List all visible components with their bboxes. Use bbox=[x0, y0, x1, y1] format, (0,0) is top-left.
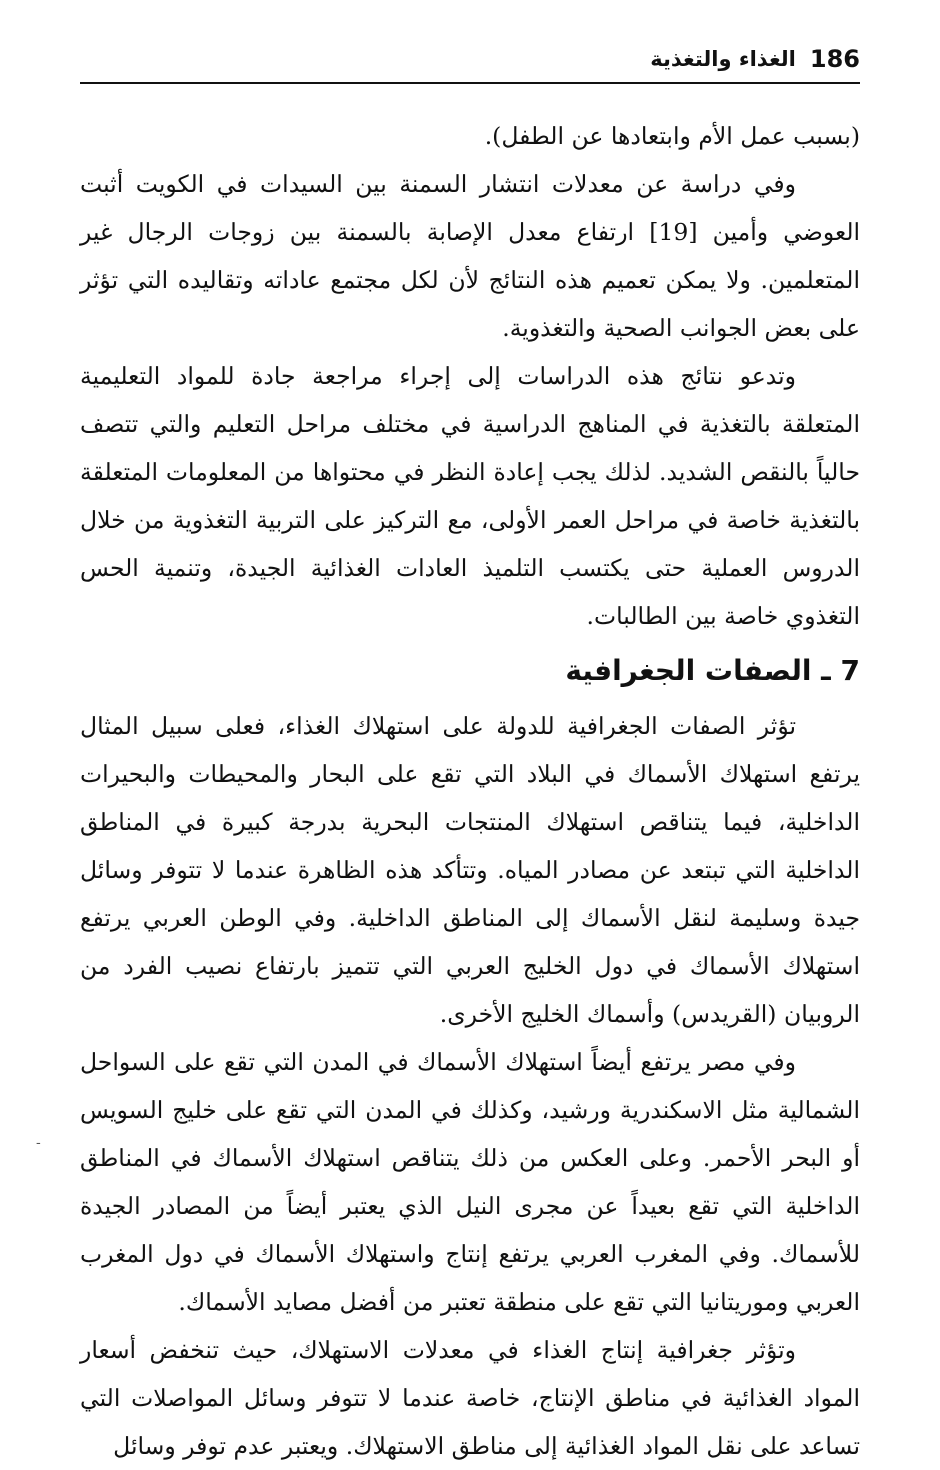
paragraph-5: وفي مصر يرتفع أيضاً استهلاك الأسماك في المدن التي تقع على السواحل الشمالية مثل الاسكندرية ورشيد، وكذلك في المدن التي تقع على خليج السويس أو البحر الأحمر. وعلى العكس من ذلك يتناقص استهلاك الأسماك في المناطق الداخلية التي تقع بعيداً عن مجرى النيل الذي يعتبر أيضاً من المصادر الجيدة للأسماك. وفي المغرب العربي يرتفع إنتاج واستهلاك الأسماك في دول المغرب العربي وموريتانيا التي تقع على منطقة تعتبر من أفضل مصايد الأسماك. bbox=[80, 1048, 860, 1316]
running-title: الغذاء والتغذية bbox=[650, 47, 796, 71]
paragraph-6: وتؤثر جغرافية إنتاج الغذاء في معدلات الاستهلاك، حيث تنخفض أسعار المواد الغذائية في مناطق الإنتاج، خاصة عندما لا تتوفر وسائل المواصلات التي تساعد على نقل المواد الغذائية إلى مناطق الاستهلاك. ويعتبر عدم توفر وسائل bbox=[80, 1336, 860, 1460]
paragraph-1: (بسبب عمل الأم وابتعادها عن الطفل). bbox=[484, 122, 860, 150]
body-text bbox=[80, 112, 860, 1470]
page-number: 186 bbox=[809, 45, 860, 73]
section-heading: 7 ـ الصفات الجغرافية bbox=[565, 654, 860, 687]
paragraph-3: وتدعو نتائج هذه الدراسات إلى إجراء مراجعة جادة للمواد التعليمية المتعلقة بالتغذية في المناهج الدراسية في مختلف مراحل التعليم والتي تتصف حالياً بالنقص الشديد. لذلك يجب إعادة النظر في محتواها من المعلومات المتعلقة بالتغذية خاصة في مراحل العمر الأولى، مع التركيز على التربية التغذوية من خلال الدروس العملية حتى يكتسب التلميذ العادات الغذائية الجيدة، وتنمية الحس التغذوي خاصة بين الطالبات. bbox=[80, 362, 860, 630]
margin-mark: - bbox=[36, 1135, 41, 1151]
header-rule bbox=[80, 82, 860, 84]
paragraph-4: تؤثر الصفات الجغرافية للدولة على استهلاك الغذاء، فعلى سبيل المثال يرتفع استهلاك الأسماك في البلاد التي تقع على البحار والمحيطات والبحيرات الداخلية، فيما يتناقص استهلاك المنتجات البحرية بدرجة كبيرة في المناطق الداخلية التي تبتعد عن مصادر المياه. وتتأكد هذه الظاهرة عندما لا تتوفر وسائل جيدة وسليمة لنقل الأسماك إلى المناطق الداخلية. وفي الوطن العربي يرتفع استهلاك الأسماك في دول الخليج العربي التي تتميز بارتفاع نصيب الفرد من الروبيان (القريدس) وأسماك الخليج الأخرى. bbox=[80, 712, 860, 1028]
running-header bbox=[80, 42, 860, 76]
paragraph-2: وفي دراسة عن معدلات انتشار السمنة بين السيدات في الكويت أثبت العوضي وأمين [19] ارتفاع معدل الإصابة بالسمنة بين زوجات الرجال غير المتعلمين. ولا يمكن تعميم هذه النتائج لأن لكل مجتمع عاداته وتقاليده التي تؤثر على بعض الجوانب الصحية والتغذوية. bbox=[80, 170, 861, 342]
